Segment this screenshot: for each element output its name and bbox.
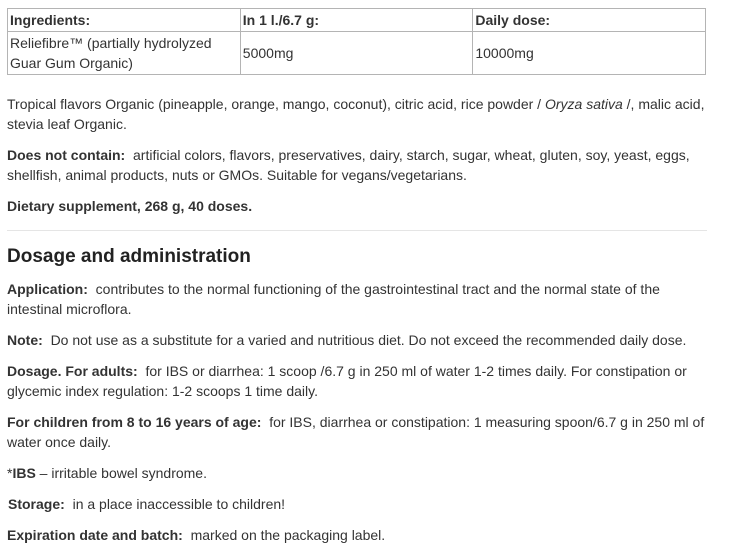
children-label: For children from 8 to 16 years of age: [7, 414, 262, 430]
does-not-contain-label: Does not contain: [7, 147, 126, 163]
ibs-footnote [7, 463, 707, 483]
note-text: Do not use as a substitute for a varied and nutritious diet. Do not exceed the recommended daily dose. [50, 332, 687, 348]
flavors-italic: Oryza sativa [544, 96, 623, 112]
children-text: for IBS, diarrhea or constipation: 1 measuring spoon/6.7 g in 250 ml of water once daily. [7, 414, 705, 450]
cell-per-serving: 5000mg [240, 32, 473, 75]
application-text: contributes to the normal functioning of the gastrointestinal tract and the normal state of the intestinal microflora. [7, 281, 660, 317]
flavors-paragraph [7, 94, 707, 134]
dosage-paragraph [7, 361, 707, 401]
table-header-row [8, 9, 706, 32]
application-paragraph [7, 279, 707, 319]
cell-ingredient: Reliefibre™ (partially hydrolyzed Guar Gum Organic) [8, 32, 241, 75]
header-ingredients: Ingredients: [8, 9, 241, 32]
storage-text: in a place inaccessible to children! [72, 496, 286, 512]
does-not-contain-text: artificial colors, flavors, preservatives, dairy, starch, sugar, wheat, gluten, soy, yeast, eggs, shellfish, animal products, nuts or GMOs. Suitable for vegans/vegetarians. [7, 147, 690, 183]
flavors-text-after: /, malic acid, stevia leaf Organic. [7, 96, 705, 132]
dietary-supplement-line: Dietary supplement, 268 g, 40 doses. [7, 198, 253, 214]
ingredients-table [7, 8, 706, 75]
section-title: Dosage and administration [7, 246, 251, 267]
expiry-paragraph [7, 525, 707, 545]
note-label: Note: [7, 332, 43, 348]
table-row [8, 32, 706, 75]
cell-daily-dose: 10000mg [473, 32, 706, 75]
section-divider [7, 230, 707, 231]
storage-paragraph [7, 494, 707, 514]
flavors-text-before: Tropical flavors Organic (pineapple, orange, mango, coconut), citric acid, rice powder / [7, 96, 545, 112]
ibs-prefix: * [7, 465, 13, 481]
note-paragraph [7, 330, 707, 350]
ibs-label: IBS [12, 465, 36, 481]
header-daily-dose: Daily dose: [473, 9, 706, 32]
product-description [7, 8, 707, 545]
application-label: Application: [7, 281, 88, 297]
ibs-text: – irritable bowel syndrome. [35, 465, 207, 481]
children-paragraph [7, 412, 707, 452]
storage-label: Storage: [8, 496, 65, 512]
header-per-serving: In 1 l./6.7 g: [240, 9, 473, 32]
dosage-label: Dosage. For adults: [7, 363, 138, 379]
dosage-text: for IBS or diarrhea: 1 scoop /6.7 g in 250 ml of water 1-2 times daily. For constipation or glycemic index regulation: 1-2 scoops 1 time daily. [7, 363, 687, 399]
expiry-text: marked on the packaging label. [190, 527, 386, 543]
does-not-contain-paragraph [7, 145, 707, 185]
expiry-label: Expiration date and batch: [7, 527, 183, 543]
